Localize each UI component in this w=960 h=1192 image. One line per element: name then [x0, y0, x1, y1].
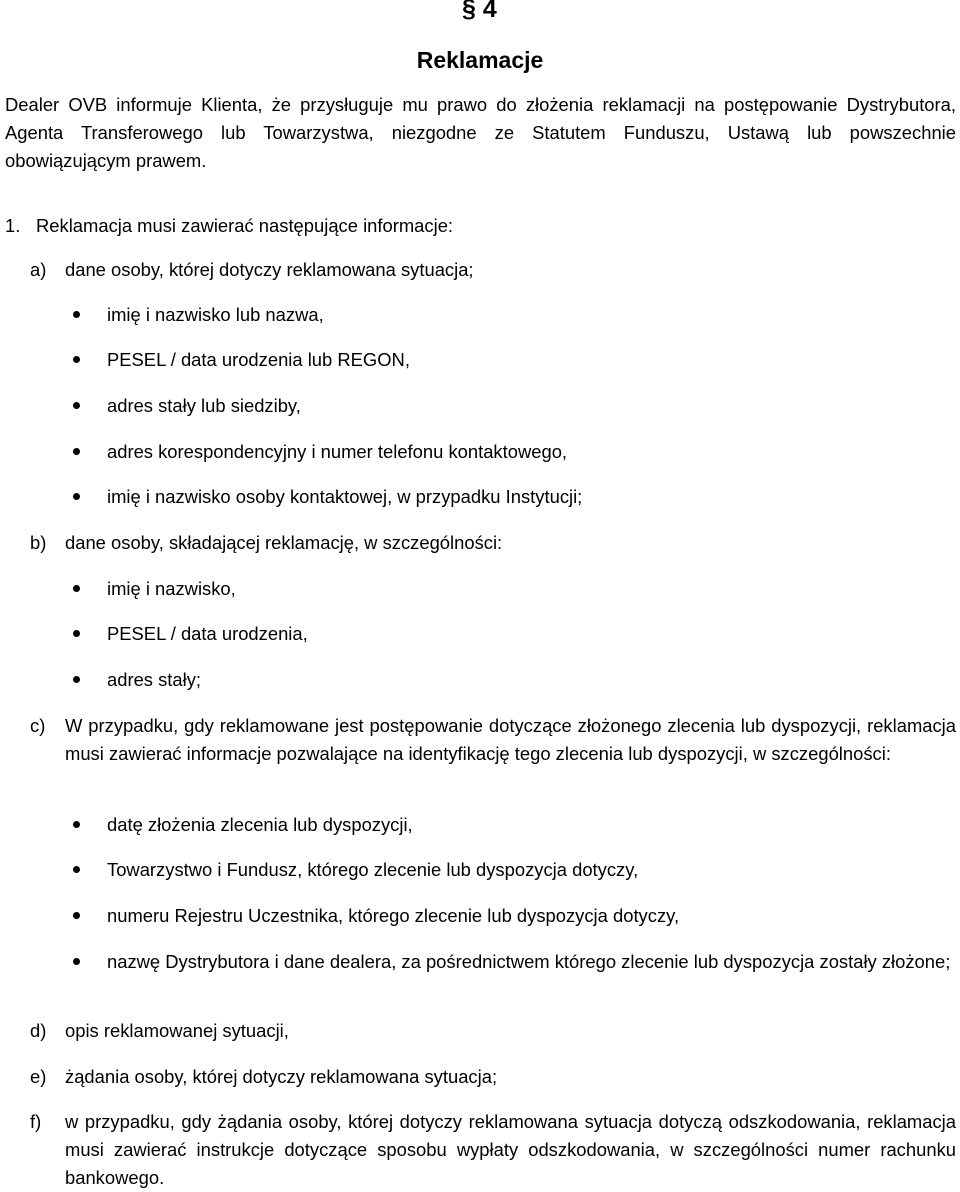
list-item: [73, 811, 956, 839]
list-item-text: PESEL / data urodzenia lub REGON,: [107, 349, 410, 370]
item-d-text: opis reklamowanej sytuacji,: [65, 1020, 289, 1041]
list-item-text: Towarzystwo i Fundusz, którego zlecenie lub dyspozycja dotyczy,: [107, 859, 639, 880]
bullet-icon: [73, 912, 80, 919]
item-e: [30, 1063, 956, 1091]
bullet-icon: [73, 676, 80, 683]
bullet-icon: [73, 493, 80, 500]
point-1-text: Reklamacja musi zawierać następujące informacje:: [36, 215, 454, 236]
item-a: [30, 256, 956, 284]
item-f: [30, 1108, 956, 1192]
list-item-text: imię i nazwisko,: [107, 578, 236, 599]
item-d: [30, 1017, 956, 1045]
list-item: [73, 438, 956, 466]
list-item-text: PESEL / data urodzenia,: [107, 623, 308, 644]
list-item: [73, 620, 956, 648]
item-a-label: a): [30, 259, 47, 280]
bullet-icon: [73, 402, 80, 409]
list-item: [73, 392, 956, 420]
list-item-text: adres korespondencyjny i numer telefonu kontaktowego,: [107, 441, 568, 462]
item-e-text: żądania osoby, której dotyczy reklamowana sytuacja;: [65, 1066, 498, 1087]
item-c: [30, 712, 956, 768]
list-item-text: nazwę Dystrybutora i dane dealera, za pośrednictwem którego zlecenie lub dyspozycja zostały złożone;: [107, 951, 951, 972]
bullet-icon: [73, 958, 80, 965]
item-a-text: dane osoby, której dotyczy reklamowana sytuacja;: [65, 259, 474, 280]
bullet-icon: [73, 356, 80, 363]
item-e-label: e): [30, 1066, 47, 1087]
list-item-text: adres stały lub siedziby,: [107, 395, 301, 416]
bullet-icon: [73, 311, 80, 318]
point-1: [5, 212, 945, 240]
item-f-label: f): [30, 1111, 42, 1132]
item-b-text: dane osoby, składającej reklamację, w szczególności:: [65, 532, 503, 553]
item-b-label: b): [30, 532, 47, 553]
list-item: [73, 902, 956, 930]
point-1-number: 1.: [5, 215, 21, 236]
list-item-text: datę złożenia zlecenia lub dyspozycji,: [107, 814, 413, 835]
list-item-text: adres stały;: [107, 669, 202, 690]
item-d-label: d): [30, 1020, 47, 1041]
bullet-icon: [73, 630, 80, 637]
list-item: [73, 666, 956, 694]
intro-paragraph: Dealer OVB informuje Klienta, że przysługuje mu prawo do złożenia reklamacji na postępowanie Dystrybutora, Agenta Transferowego lub Towarzystwa, niezgodne ze Statutem Funduszu, Ustawą lub powszechnie obowiązującym prawem.: [5, 94, 956, 171]
section-symbol: § 4: [462, 0, 497, 23]
bullet-icon: [73, 866, 80, 873]
item-b: [30, 529, 956, 557]
list-item-text: numeru Rejestru Uczestnika, którego zlecenie lub dyspozycja dotyczy,: [107, 905, 680, 926]
list-item: [73, 346, 956, 374]
list-item: [73, 856, 956, 884]
list-item-text: imię i nazwisko osoby kontaktowej, w przypadku Instytucji;: [107, 486, 583, 507]
item-f-text: w przypadku, gdy żądania osoby, której dotyczy reklamowana sytuacja dotyczą odszkodowania, reklamacja musi zawierać instrukcje dotyczące sposobu wypłaty odszkodowania, w szczególności numer rachunku bankowego.: [65, 1111, 956, 1188]
list-item: [73, 948, 956, 976]
list-item-text: imię i nazwisko lub nazwa,: [107, 304, 324, 325]
bullet-icon: [73, 448, 80, 455]
bullet-icon: [73, 585, 80, 592]
section-title: Reklamacje: [416, 47, 544, 73]
list-item: [73, 483, 956, 511]
list-item: [73, 575, 956, 603]
list-item: [73, 301, 956, 329]
item-c-text: W przypadku, gdy reklamowane jest postępowanie dotyczące złożonego zlecenia lub dyspozycji, reklamacja musi zawierać informacje pozwalające na identyfikację tego zlecenia lub dyspozycji, w szczególności:: [65, 715, 956, 764]
item-c-label: c): [30, 715, 46, 736]
bullet-icon: [73, 821, 80, 828]
